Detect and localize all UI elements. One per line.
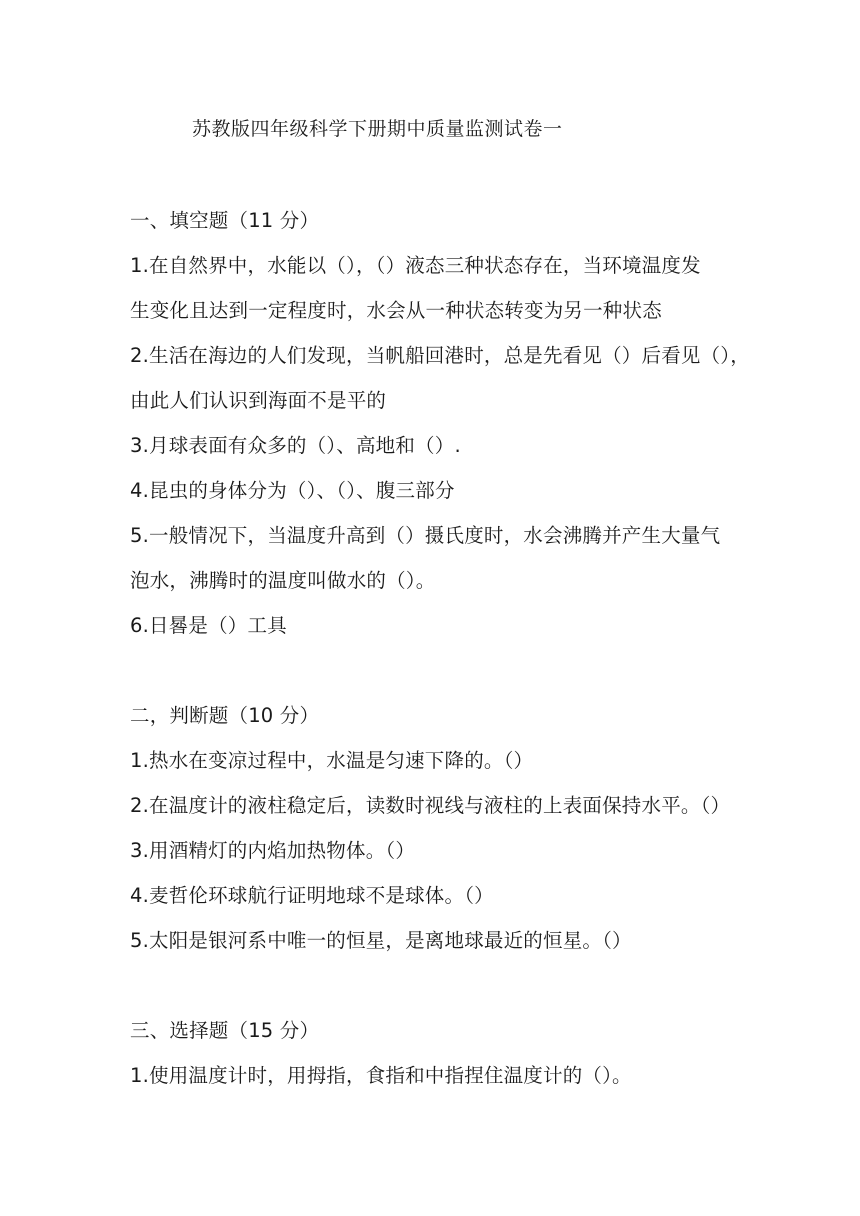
section-2-line-1: 1.热水在变凉过程中，水温是匀速下降的。（） [130,749,534,772]
section-1-line-1: 1.在自然界中，水能以（），（）液态三种状态存在，当环境温度发 [130,254,701,277]
section-3-line-1: 1.使用温度计时，用拇指，食指和中指捏住温度计的（）。 [130,1064,632,1087]
section-2-heading: 二，判断题（10 分） [130,704,320,727]
section-2-line-5: 5.太阳是银河系中唯一的恒星，是离地球最近的恒星。（） [130,929,632,952]
section-1-line-4: 由此人们认识到海面不是平的 [130,389,387,412]
section-1-line-2: 生变化且达到一定程度时，水会从一种状态转变为另一种状态 [130,299,662,322]
section-3-heading: 三、选择题（15 分） [130,1019,320,1042]
section-2-line-2: 2.在温度计的液柱稳定后，读数时视线与液柱的上表面保持水平。（） [130,794,731,817]
section-1-heading: 一、填空题（11 分） [130,209,320,232]
section-1-line-9: 6.日晷是（）工具 [130,614,287,637]
section-1-line-8: 泡水，沸腾时的温度叫做水的（）。 [130,569,436,592]
section-1-line-5: 3.月球表面有众多的（）、高地和（）. [130,434,461,457]
section-2-line-4: 4.麦哲伦环球航行证明地球不是球体。（） [130,884,494,907]
document-title: 苏教版四年级科学下册期中质量监测试卷一 [192,118,563,140]
section-1-line-7: 5.一般情况下，当温度升高到（）摄氏度时，水会沸腾并产生大量气 [130,524,721,547]
section-1-line-3: 2.生活在海边的人们发现，当帆船回港时，总是先看见（）后看见（）， [130,344,750,367]
section-2-line-3: 3.用酒精灯的内焰加热物体。（） [130,839,416,862]
section-1-line-6: 4.昆虫的身体分为（）、（）、腹三部分 [130,479,455,502]
